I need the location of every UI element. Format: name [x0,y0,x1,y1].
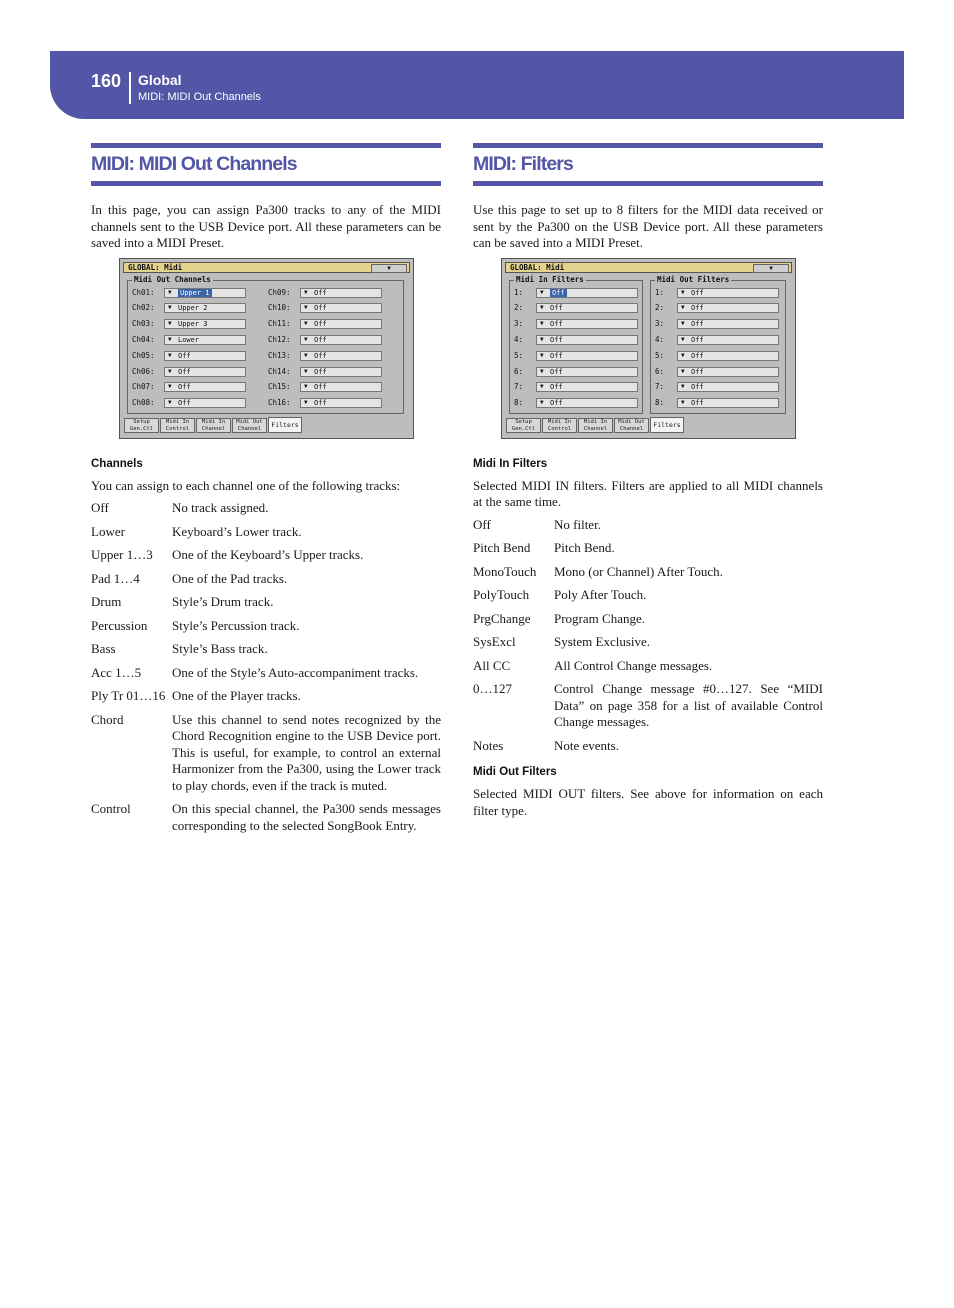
parameter-value: Off [691,399,704,408]
definition-desc: On this special channel, the Pa300 sends messages corresponding to the selected SongBook Entry. [172,801,441,833]
parameter-row [655,334,704,346]
dropdown-arrow-icon: ▼ [540,367,544,375]
parameter-dropdown[interactable] [677,288,779,298]
parameter-label: Ch13: [268,350,291,360]
parameter-row [268,397,327,409]
parameter-value: Off [178,383,191,392]
parameter-value: Off [314,288,327,297]
parameter-row [514,350,563,362]
parameter-value: Upper 1 [180,288,210,297]
definition-row [473,587,823,604]
definition-desc: Style’s Percussion track. [172,617,300,633]
definition-term: Lower [91,523,125,539]
parameter-label: Ch12: [268,334,291,344]
screenshot-title [505,262,792,273]
screenshot-tab[interactable]: Filters [268,417,302,433]
screenshot-tab[interactable]: Filters [650,417,684,433]
dropdown-arrow-icon: ▼ [304,288,308,296]
parameter-value: Off [691,351,704,360]
parameter-dropdown[interactable] [677,382,779,392]
definition-row [473,634,823,651]
parameter-row [268,366,327,378]
definition-row [473,564,823,581]
page-header [50,51,904,119]
definition-row [91,618,441,635]
parameter-row [132,350,191,362]
definition-desc: Program Change. [554,610,645,626]
parameter-value: Off [314,351,327,360]
definition-term: Chord [91,711,124,727]
definition-desc: Pitch Bend. [554,540,615,555]
parameter-row [132,366,191,378]
definition-row [91,571,441,588]
definition-desc: No track assigned. [172,500,269,515]
parameter-label: 6: [514,366,524,376]
definition-term: Percussion [91,617,148,633]
parameter-row [514,287,565,299]
parameter-label: Ch03: [132,319,155,329]
parameter-dropdown[interactable] [164,319,246,329]
definition-desc: Keyboard’s Lower track. [172,523,302,539]
parameter-label: Ch05: [132,350,155,360]
definition-term: SysExcl [473,634,516,649]
right-title: MIDI: Filters [473,153,573,175]
parameter-label: 4: [514,334,524,344]
parameter-row [655,287,704,299]
parameter-label: 1: [655,287,665,297]
left-column [91,143,441,841]
parameter-value: Off [691,383,704,392]
definition-row [91,500,441,517]
screenshot-tab[interactable]: Midi Out Channel [232,418,267,433]
definition-desc: Mono (or Channel) After Touch. [554,563,723,579]
dropdown-arrow-icon: ▼ [681,383,685,391]
screenshot-tab[interactable]: Midi In Channel [196,418,231,433]
screenshot-tab[interactable]: Midi Out Channel [614,418,649,433]
midi-out-filters-pane [650,274,786,414]
screenshot-tab[interactable]: Setup Gen.Ctl [124,418,159,433]
parameter-dropdown[interactable] [164,398,246,408]
midi-in-filters-pane [509,274,643,414]
parameter-row [514,381,563,393]
dropdown-arrow-icon: ▼ [681,288,685,296]
right-title-block [473,143,823,186]
channels-definition-list [91,500,441,834]
parameter-label: Ch01: [132,287,155,297]
dropdown-arrow-icon: ▼ [304,320,308,328]
parameter-dropdown[interactable] [300,382,382,392]
dropdown-arrow-icon: ▼ [540,320,544,328]
dropdown-arrow-icon: ▼ [540,399,544,407]
channels-heading: Channels [91,457,143,470]
parameter-value: Off [691,288,704,297]
dropdown-arrow-icon: ▼ [168,399,172,407]
parameter-dropdown[interactable] [300,288,382,298]
definition-desc: No filter. [554,516,601,532]
definition-term: Ply Tr 01…16 [91,688,166,703]
dropdown-arrow-icon: ▼ [681,320,685,328]
left-title-block [91,143,441,186]
definition-term: Off [473,516,491,532]
parameter-dropdown[interactable] [300,319,382,329]
parameter-value: Off [550,383,563,392]
definition-row [473,611,823,628]
definition-term: PolyTouch [473,587,530,602]
screenshot-tab[interactable]: Midi In Channel [578,418,613,433]
parameter-value: Off [178,399,191,408]
parameter-value: Off [550,304,563,313]
parameter-dropdown[interactable] [677,303,779,313]
parameter-label: Ch07: [132,382,155,392]
parameter-value: Off [691,320,704,329]
parameter-row [514,318,563,330]
parameter-value: Off [314,320,327,329]
definition-term: All CC [473,657,511,673]
left-title: MIDI: MIDI Out Channels [91,153,297,175]
right-column [473,143,823,819]
parameter-dropdown[interactable] [536,288,638,298]
definition-row [473,658,823,675]
left-intro: In this page, you can assign Pa300 tracks to any of the MIDI channels sent to the USB Device port. All these parameters can be saved into a MIDI Preset. [91,202,441,250]
screenshot-title-text: GLOBAL: Midi [128,262,183,272]
midi-out-filters-heading: Midi Out Filters [473,766,557,778]
screenshot-title [123,262,410,273]
screenshot-tab[interactable]: Midi In Control [542,418,577,433]
parameter-label: Ch04: [132,334,155,344]
parameter-dropdown[interactable] [536,382,638,392]
dropdown-arrow-icon: ▼ [168,335,172,343]
parameter-dropdown[interactable] [300,351,382,361]
section-title: Global [138,72,182,88]
parameter-label: Ch10: [268,303,291,313]
definition-row [91,665,441,682]
parameter-value: Off [550,399,563,408]
dropdown-arrow-icon: ▼ [540,335,544,343]
parameter-label: 5: [655,350,665,360]
dropdown-arrow-icon: ▼ [540,383,544,391]
parameter-dropdown[interactable] [164,335,246,345]
dropdown-arrow-icon: ▼ [681,399,685,407]
definition-term: Off [91,500,109,515]
parameter-row [655,350,704,362]
parameter-row [655,302,704,314]
definition-term: Upper 1…3 [91,547,153,562]
parameter-label: 1: [514,287,524,297]
dropdown-arrow-icon: ▼ [168,351,172,359]
parameter-label: 8: [655,398,665,408]
parameter-dropdown[interactable] [536,367,638,377]
screenshot-title-text: GLOBAL: Midi [510,262,565,272]
parameter-label: Ch06: [132,366,155,376]
parameter-dropdown[interactable] [164,367,246,377]
definition-row [91,524,441,541]
definition-desc: Control Change message #0…127. See “MIDI Data” on page 358 for a list of available Control Change messages. [554,681,823,729]
parameter-row [268,318,327,330]
definition-desc: One of the Player tracks. [172,688,301,703]
definition-desc: Poly After Touch. [554,587,647,602]
dropdown-arrow-icon: ▼ [304,351,308,359]
parameter-value: Off [314,383,327,392]
parameter-value: Off [314,399,327,408]
dropdown-arrow-icon: ▼ [168,288,172,296]
parameter-row [132,397,191,409]
dropdown-arrow-icon: ▼ [168,383,172,391]
parameter-value: Off [550,320,563,329]
definition-term: Notes [473,737,504,753]
definition-term: Pad 1…4 [91,570,140,586]
parameter-label: Ch08: [132,398,155,408]
parameter-row [655,318,704,330]
section-subtitle: MIDI: MIDI Out Channels [138,91,261,103]
parameter-dropdown[interactable] [164,303,246,313]
parameter-label: 7: [514,382,524,392]
dropdown-arrow-icon: ▼ [304,383,308,391]
parameter-row [132,381,191,393]
parameter-dropdown[interactable] [164,382,246,392]
parameter-value: Off [691,335,704,344]
dropdown-arrow-icon: ▼ [540,351,544,359]
parameter-row [655,381,704,393]
pane-title: Midi Out Filters [657,274,730,284]
definition-row [473,540,823,557]
parameter-dropdown[interactable] [677,351,779,361]
channels-1-8 [128,281,263,411]
parameter-row [514,302,563,314]
parameter-label: 7: [655,382,665,392]
filters-definition-list [473,517,823,755]
definition-row [91,547,441,564]
parameter-label: 5: [514,350,524,360]
screenshot-tab[interactable]: Setup Gen.Ctl [506,418,541,433]
parameter-row [514,334,563,346]
definition-desc: One of the Pad tracks. [172,570,288,586]
definition-desc: System Exclusive. [554,634,651,649]
parameter-row [514,397,563,409]
definition-term: Control [91,801,131,816]
parameter-value: Upper 3 [178,320,208,329]
definition-desc: Style’s Bass track. [172,641,268,656]
dropdown-arrow-icon: ▼ [681,351,685,359]
parameter-row [268,334,327,346]
dropdown-arrow-icon: ▼ [304,304,308,312]
parameter-dropdown[interactable] [164,288,246,298]
page-number: 160 [91,71,122,91]
menu-dropdown-icon: ▼ [371,264,407,273]
definition-term: Bass [91,641,116,656]
parameter-dropdown[interactable] [300,335,382,345]
dropdown-arrow-icon: ▼ [540,288,544,296]
definition-term: 0…127 [473,681,512,696]
dropdown-arrow-icon: ▼ [681,335,685,343]
parameter-row [132,334,200,346]
parameter-label: 3: [655,319,665,329]
parameter-value: Off [178,351,191,360]
parameter-value: Off [550,367,563,376]
definition-term: MonoTouch [473,563,537,579]
parameter-dropdown[interactable] [677,367,779,377]
parameter-value: Off [550,335,563,344]
dropdown-arrow-icon: ▼ [168,367,172,375]
channels-9-16 [264,281,402,411]
parameter-value: Off [691,367,704,376]
parameter-row [655,366,704,378]
midi-in-filters-intro: Selected MIDI IN filters. Filters are applied to all MIDI channels at the same time. [473,477,823,509]
dropdown-arrow-icon: ▼ [304,399,308,407]
parameter-label: Ch11: [268,319,291,329]
definition-term: PrgChange [473,610,531,626]
parameter-value: Off [178,367,191,376]
definition-row [91,641,441,658]
parameter-label: 2: [655,303,665,313]
dropdown-arrow-icon: ▼ [168,304,172,312]
parameter-label: 6: [655,366,665,376]
parameter-value: Lower [178,335,200,344]
parameter-dropdown[interactable] [300,367,382,377]
definition-term: Acc 1…5 [91,664,142,680]
parameter-label: Ch16: [268,398,291,408]
definition-row [473,738,823,755]
parameter-row [268,287,327,299]
parameter-dropdown[interactable] [677,319,779,329]
midi-out-filters-intro: Selected MIDI OUT filters. See above for information on each filter type. [473,786,823,818]
parameter-row [514,366,563,378]
parameter-label: 4: [655,334,665,344]
dropdown-arrow-icon: ▼ [681,304,685,312]
definition-row [473,517,823,534]
channels-intro: You can assign to each channel one of the following tracks: [91,477,401,493]
parameter-dropdown[interactable] [536,351,638,361]
parameter-value: Off [314,335,327,344]
parameter-row [132,318,208,330]
pane-title: Midi In Filters [516,274,584,284]
pane-title: Midi Out Channels [134,274,211,284]
parameter-row [268,381,327,393]
parameter-row [268,350,327,362]
definition-desc: All Control Change messages. [554,657,713,673]
parameter-value: Upper 2 [178,304,208,313]
parameter-dropdown[interactable] [536,303,638,313]
parameter-row [655,397,704,409]
parameter-dropdown[interactable] [536,398,638,408]
parameter-label: Ch02: [132,303,155,313]
parameter-row [132,287,210,299]
parameter-label: 3: [514,319,524,329]
parameter-row [268,302,327,314]
midi-in-filters-heading: Midi In Filters [473,457,548,470]
parameter-label: Ch14: [268,366,291,376]
menu-dropdown-icon: ▼ [753,264,789,273]
dropdown-arrow-icon: ▼ [304,367,308,375]
definition-desc: One of the Keyboard’s Upper tracks. [172,547,364,562]
header-divider [129,72,131,104]
definition-row [473,681,823,731]
dropdown-arrow-icon: ▼ [681,367,685,375]
right-intro: Use this page to set up to 8 filters for the MIDI data received or sent by the Pa300 on the USB Device port. All these parameters can be saved into a MIDI Preset. [473,202,823,250]
dropdown-arrow-icon: ▼ [168,320,172,328]
parameter-label: 8: [514,398,524,408]
definition-term: Pitch Bend [473,540,531,555]
parameter-label: Ch15: [268,382,291,392]
midi-out-channels-screenshot [119,258,414,439]
midi-out-channels-pane [127,274,404,414]
parameter-dropdown[interactable] [536,319,638,329]
parameter-dropdown[interactable] [300,398,382,408]
dropdown-arrow-icon: ▼ [540,304,544,312]
parameter-value: Off [314,367,327,376]
definition-desc: Style’s Drum track. [172,594,274,609]
parameter-dropdown[interactable] [677,335,779,345]
definition-desc: Use this channel to send notes recognized by the Chord Recognition engine to the USB Device port. This is useful, for example, to control an external Harmonizer from the Pa300, using the Lower track to play chords, even if the track is muted. [172,711,441,793]
parameter-label: Ch09: [268,287,291,297]
parameter-row [132,302,208,314]
screenshot-tab[interactable]: Midi In Control [160,418,195,433]
parameter-value: Off [314,304,327,313]
parameter-dropdown[interactable] [164,351,246,361]
parameter-value: Off [691,304,704,313]
parameter-label: 2: [514,303,524,313]
parameter-dropdown[interactable] [536,335,638,345]
definition-desc: Note events. [554,737,619,753]
dropdown-arrow-icon: ▼ [304,335,308,343]
definition-desc: One of the Style’s Auto-accompaniment tracks. [172,664,419,680]
parameter-dropdown[interactable] [677,398,779,408]
midi-filters-screenshot [501,258,796,439]
definition-row [91,712,441,795]
definition-row [91,688,441,705]
definition-term: Drum [91,594,122,609]
parameter-value: Off [552,288,565,297]
parameter-value: Off [550,351,563,360]
parameter-dropdown[interactable] [300,303,382,313]
definition-row [91,594,441,611]
definition-row [91,801,441,834]
